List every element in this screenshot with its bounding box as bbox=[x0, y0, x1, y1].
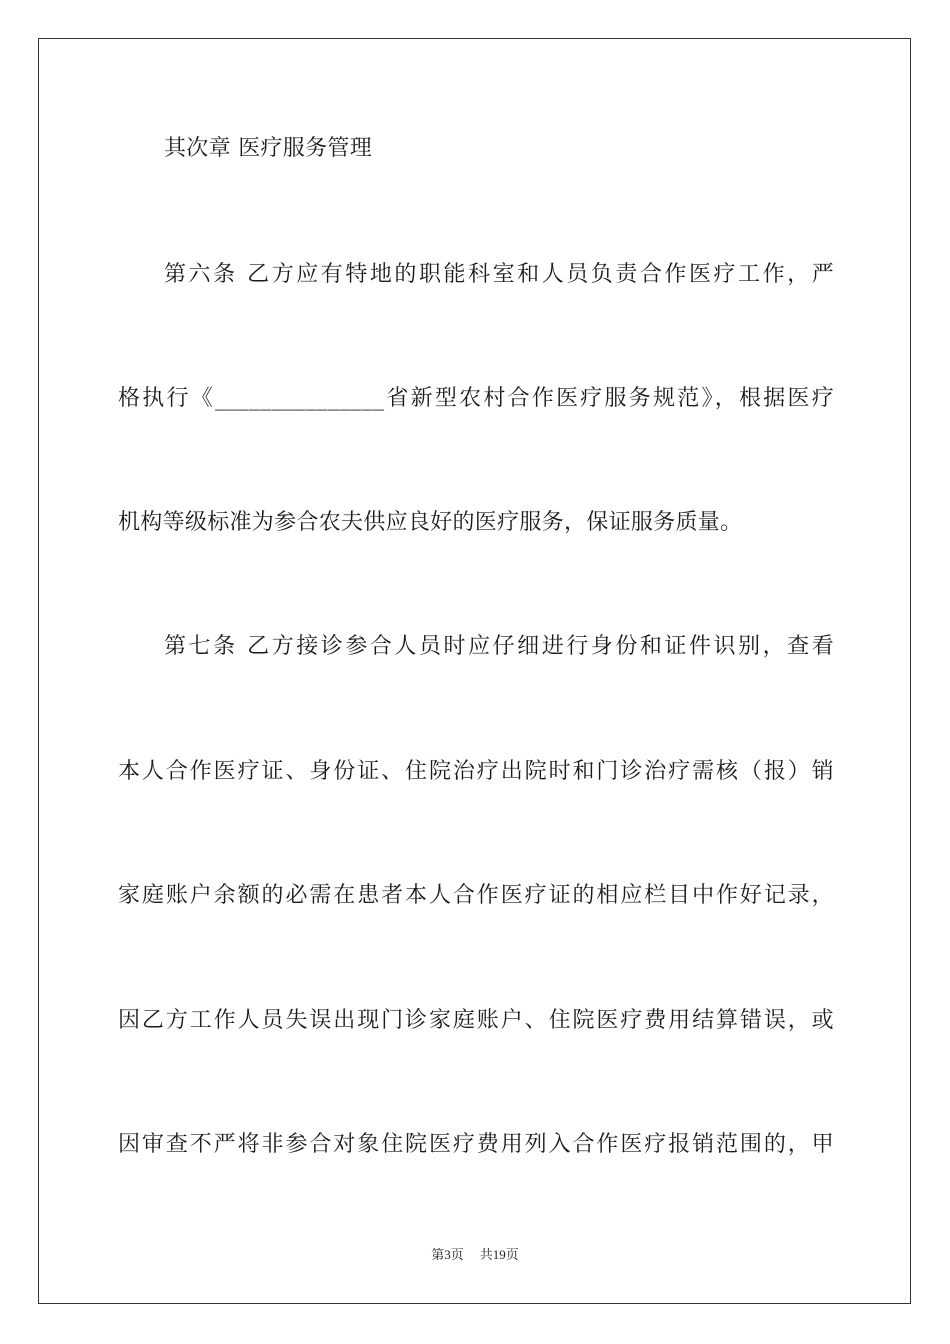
paragraph-line: 格执行《_______________省新型农村合作医疗服务规范》，根据医疗 bbox=[118, 386, 834, 411]
paragraph-line: 家庭账户余额的必需在患者本人合作医疗证的相应栏目中作好记录， bbox=[118, 883, 834, 908]
chapter-heading: 其次章 医疗服务管理 bbox=[164, 136, 372, 161]
paragraph-line: 第七条 乙方接诊参合人员时应仔细进行身份和证件识别，查看 bbox=[164, 634, 834, 659]
paragraph-line: 机构等级标准为参合农夫供应良好的医疗服务，保证服务质量。 bbox=[118, 510, 743, 535]
page-total: 共19页 bbox=[479, 1247, 519, 1262]
page-border bbox=[38, 38, 911, 1304]
paragraph-line: 因审查不严将非参合对象住院医疗费用列入合作医疗报销范围的，甲 bbox=[118, 1132, 834, 1157]
paragraph-line: 第六条 乙方应有特地的职能科室和人员负责合作医疗工作，严 bbox=[164, 262, 834, 287]
paragraph-line: 本人合作医疗证、身份证、住院治疗出院时和门诊治疗需核（报）销 bbox=[118, 759, 834, 784]
paragraph-line: 因乙方工作人员失误出现门诊家庭账户、住院医疗费用结算错误，或 bbox=[118, 1008, 834, 1033]
page-footer bbox=[0, 1247, 950, 1263]
page-number: 第3页 bbox=[431, 1247, 464, 1262]
